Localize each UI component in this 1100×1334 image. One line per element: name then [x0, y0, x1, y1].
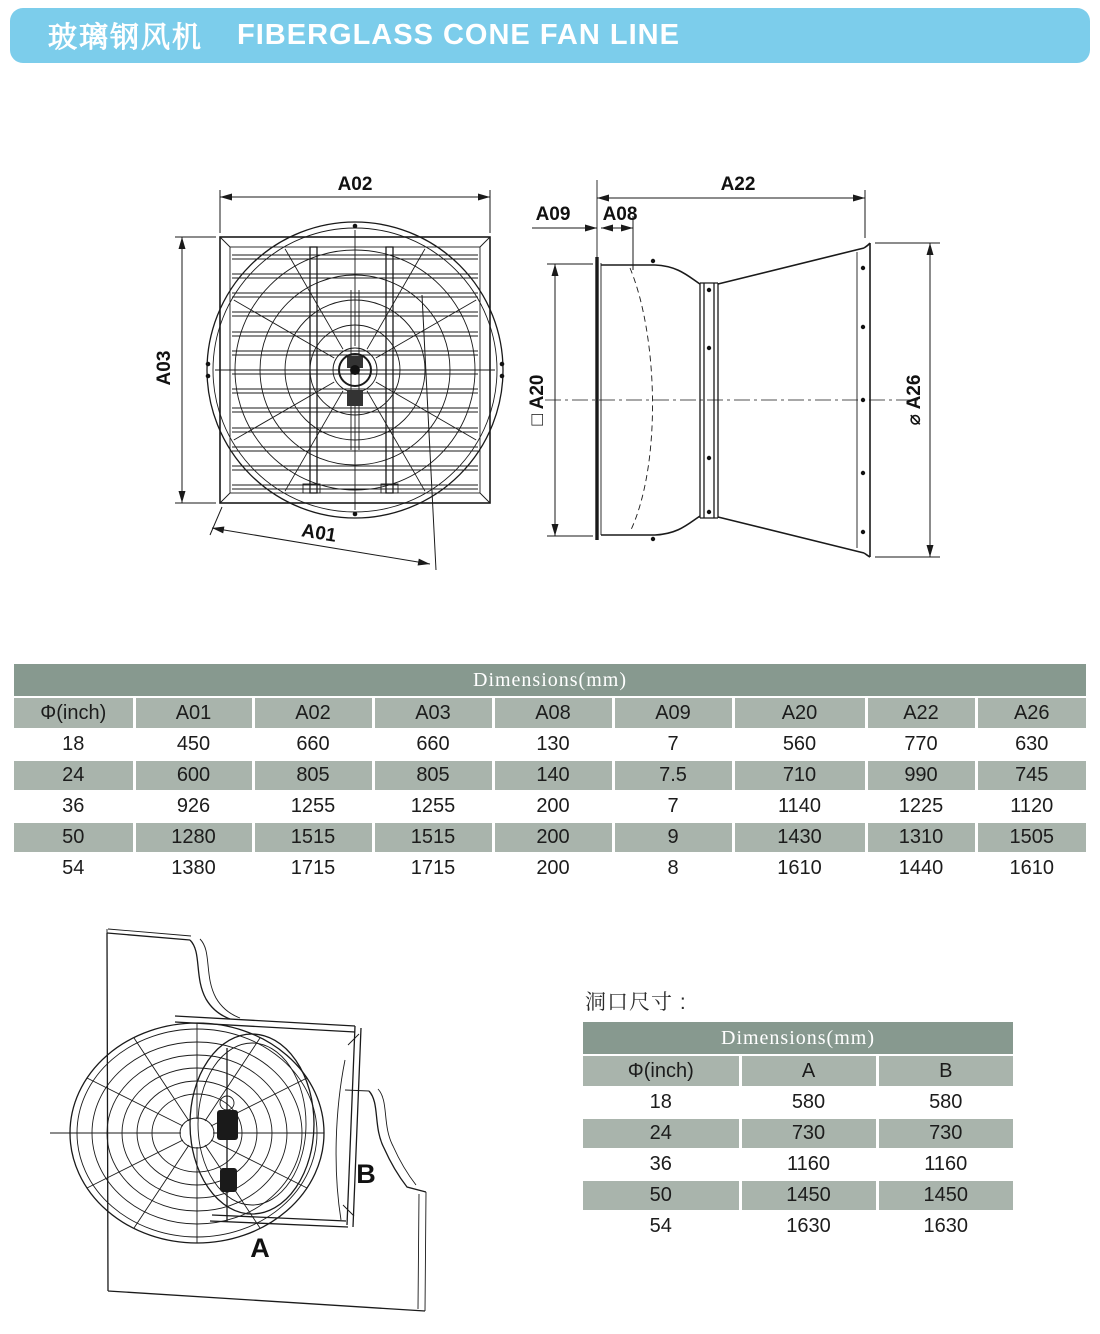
table-cell: 450 [134, 729, 253, 760]
table-cell: 50 [14, 822, 134, 853]
front-view-drawing [150, 140, 540, 610]
table-row [583, 1211, 1013, 1241]
table-cell: 7.5 [613, 760, 733, 791]
table-cell: 1450 [740, 1180, 877, 1211]
table-cell: 1120 [976, 791, 1086, 822]
table-cell: 710 [733, 760, 866, 791]
table-cell: 7 [613, 729, 733, 760]
table-cell: 1280 [134, 822, 253, 853]
table-cell: 1255 [373, 791, 493, 822]
table-cell: 24 [583, 1118, 740, 1149]
dim-label-a08: A08 [602, 204, 638, 225]
dimension-a08 [601, 204, 637, 270]
column-header: A09 [613, 697, 733, 729]
table-cell: 1225 [866, 791, 976, 822]
table-cell: 200 [493, 822, 613, 853]
main-dimensions-table [14, 664, 1086, 883]
dim-label-a09: A09 [535, 204, 571, 225]
table-cell: 7 [613, 791, 733, 822]
cone-bell [190, 1034, 314, 1214]
fan-guard [50, 1023, 324, 1243]
table-cell: 1505 [976, 822, 1086, 853]
dim-label-a22: A22 [720, 174, 756, 195]
column-header: A20 [733, 697, 866, 729]
inlet-flange [597, 180, 601, 540]
table-cell: 1160 [740, 1149, 877, 1180]
table-header-row [14, 697, 1086, 729]
table-row [14, 729, 1086, 760]
table-cell: 990 [866, 760, 976, 791]
table-cell: 200 [493, 791, 613, 822]
fan-housing-frame [175, 1016, 361, 1227]
column-header: Φ(inch) [583, 1055, 740, 1087]
table-cell: 18 [14, 729, 134, 760]
table-cell: 1630 [877, 1211, 1013, 1241]
hole-width-label: A [250, 1233, 270, 1263]
motor-assembly [217, 1048, 238, 1222]
table-cell: 9 [613, 822, 733, 853]
table-cell: 926 [134, 791, 253, 822]
table-row [14, 822, 1086, 853]
table-cell: 1715 [373, 853, 493, 883]
table-cell: 8 [613, 853, 733, 883]
table-cell: 1715 [253, 853, 373, 883]
table-row [583, 1180, 1013, 1211]
hole-dimensions-table [583, 1022, 1013, 1241]
column-header: A02 [253, 697, 373, 729]
column-header: A01 [134, 697, 253, 729]
table-title-row [14, 664, 1086, 697]
title-chinese: 玻璃钢风机 [48, 22, 204, 54]
table-cell: 770 [866, 729, 976, 760]
table-title-row [583, 1022, 1013, 1055]
table-row [583, 1149, 1013, 1180]
side-view-drawing [527, 140, 980, 610]
table-row [14, 760, 1086, 791]
table-cell: 1450 [877, 1180, 1013, 1211]
column-header: B [877, 1055, 1013, 1087]
dim-label-a01: A01 [299, 520, 338, 547]
table-cell: 54 [14, 853, 134, 883]
table-cell: 1610 [733, 853, 866, 883]
table-cell: 1610 [976, 853, 1086, 883]
hole-size-caption: 洞口尺寸 : [585, 991, 687, 1014]
dim-label-a02: A02 [337, 174, 373, 195]
hole-height-label: B [356, 1159, 376, 1189]
table-cell: 24 [14, 760, 134, 791]
dim-label-a20: □ A20 [527, 374, 548, 426]
table-cell: 805 [373, 760, 493, 791]
table-cell: 54 [583, 1211, 740, 1241]
table-row [583, 1118, 1013, 1149]
table-cell: 730 [877, 1118, 1013, 1149]
table-cell: 1430 [733, 822, 866, 853]
column-header: A03 [373, 697, 493, 729]
table-cell: 660 [253, 729, 373, 760]
title-english: FIBERGLASS CONE FAN LINE [237, 19, 680, 51]
table-cell: 730 [740, 1118, 877, 1149]
table-cell: 660 [373, 729, 493, 760]
table-cell: 140 [493, 760, 613, 791]
table-cell: 560 [733, 729, 866, 760]
dimension-a09 [532, 204, 597, 232]
table-cell: 1630 [740, 1211, 877, 1241]
table-header-row [583, 1055, 1013, 1087]
table-cell: 1515 [253, 822, 373, 853]
table-cell: 18 [583, 1087, 740, 1118]
column-header: Φ(inch) [14, 697, 134, 729]
table-cell: 36 [14, 791, 134, 822]
table-cell: 805 [253, 760, 373, 791]
column-header: A [740, 1055, 877, 1087]
page-header-banner [10, 8, 1090, 63]
table-title: Dimensions(mm) [14, 664, 1086, 697]
table-cell: 1255 [253, 791, 373, 822]
table-cell: 745 [976, 760, 1086, 791]
column-header: A08 [493, 697, 613, 729]
column-header: A22 [866, 697, 976, 729]
table-cell: 200 [493, 853, 613, 883]
table-title: Dimensions(mm) [583, 1022, 1013, 1055]
table-row [583, 1087, 1013, 1118]
dim-label-a26: ⌀ A26 [904, 374, 925, 426]
table-cell: 1140 [733, 791, 866, 822]
table-cell: 1380 [134, 853, 253, 883]
table-cell: 600 [134, 760, 253, 791]
table-cell: 580 [740, 1087, 877, 1118]
table-cell: 36 [583, 1149, 740, 1180]
table-cell: 630 [976, 729, 1086, 760]
dim-label-a03: A03 [154, 350, 175, 386]
table-cell: 1515 [373, 822, 493, 853]
table-cell: 130 [493, 729, 613, 760]
table-cell: 1310 [866, 822, 976, 853]
table-row [14, 853, 1086, 883]
table-cell: 580 [877, 1087, 1013, 1118]
table-row [14, 791, 1086, 822]
column-header: A26 [976, 697, 1086, 729]
table-cell: 1160 [877, 1149, 1013, 1180]
table-cell: 50 [583, 1180, 740, 1211]
table-cell: 1440 [866, 853, 976, 883]
installation-view-drawing [50, 905, 580, 1334]
